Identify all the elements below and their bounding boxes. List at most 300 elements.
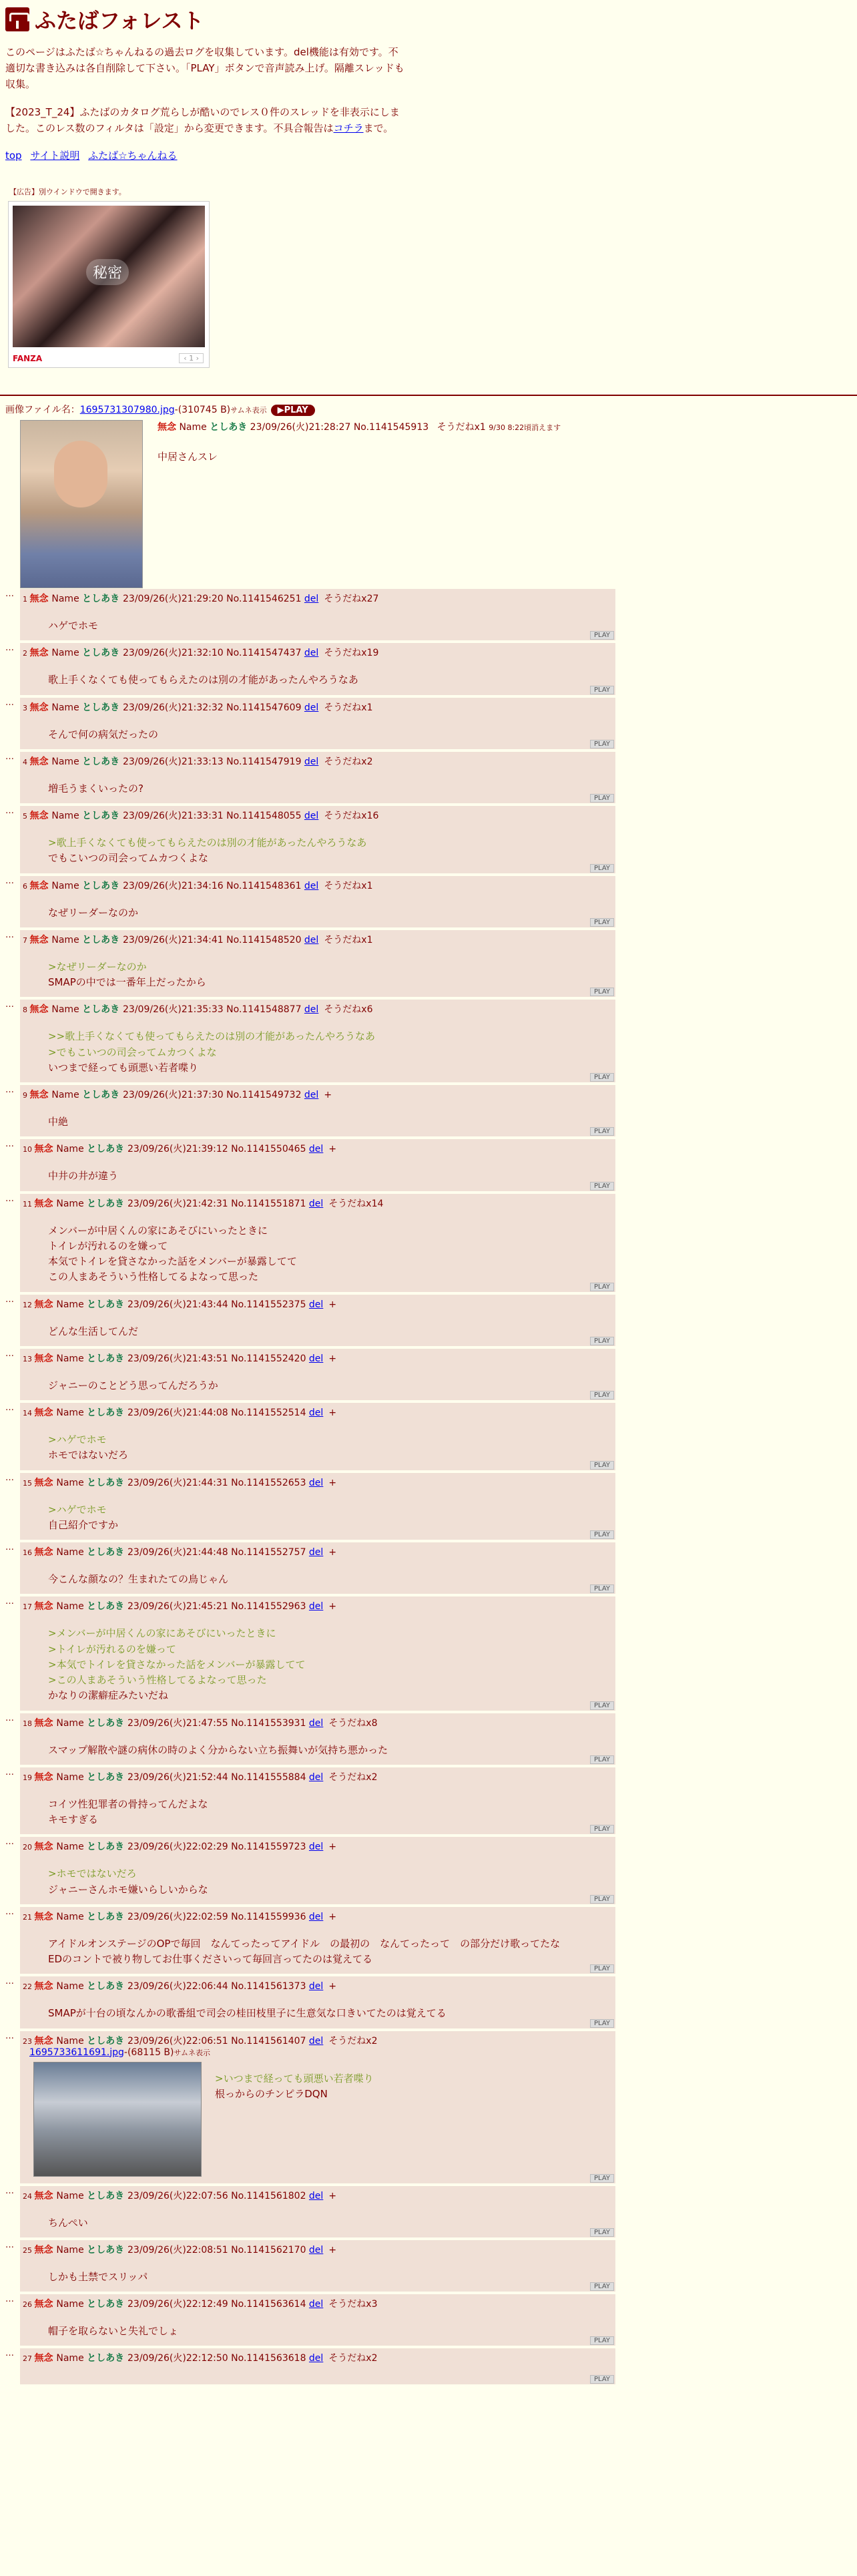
reply <box>0 698 857 749</box>
reply-number[interactable]: No.1141548520 <box>226 934 304 945</box>
reply-number[interactable]: No.1141559936 <box>231 1911 309 1922</box>
del-button[interactable]: del <box>304 702 319 713</box>
op-sodane[interactable]: そうだねx1 <box>437 422 486 433</box>
reply-menu-icon[interactable]: … <box>5 1139 14 1150</box>
reply-header <box>20 755 615 768</box>
top-link[interactable]: top <box>5 150 22 162</box>
play-button[interactable]: PLAY <box>590 740 614 748</box>
del-button[interactable]: del <box>308 1981 324 1992</box>
reply-menu-icon[interactable]: … <box>5 1767 14 1777</box>
reply-name-label: Name <box>51 756 83 767</box>
reply-number[interactable]: No.1141547609 <box>226 702 304 713</box>
reply-index: 12 <box>23 1300 35 1309</box>
intro <box>5 44 406 136</box>
sodane-button[interactable]: + <box>328 2190 337 2201</box>
reply-number[interactable]: No.1141548055 <box>226 811 304 821</box>
reply-subject: 無念 <box>34 1408 57 1418</box>
sodane-button[interactable]: そうだねx2 <box>328 2353 378 2364</box>
sodane-button[interactable]: そうだねx2 <box>328 1771 378 1783</box>
reply-name-label: Name <box>56 1981 87 1992</box>
reply-text <box>48 618 615 634</box>
reply-cell <box>20 752 615 803</box>
text-line: 中絶 <box>48 1116 69 1128</box>
play-button[interactable]: PLAY <box>590 1182 614 1191</box>
del-button[interactable]: del <box>304 934 319 945</box>
reply <box>0 2240 857 2292</box>
reply-name: としあき <box>87 2244 128 2256</box>
sodane-button[interactable]: + <box>328 1842 337 1853</box>
del-button[interactable]: del <box>308 2244 324 2256</box>
reply-date: 23/09/26(火)21:34:16 <box>123 880 227 891</box>
del-button[interactable]: del <box>304 594 319 604</box>
sodane-button[interactable]: そうだねx27 <box>324 594 379 604</box>
sodane-button[interactable]: + <box>328 1911 337 1922</box>
reply-date: 23/09/26(火)22:07:56 <box>127 2190 232 2201</box>
reply-name-label: Name <box>56 1601 87 1613</box>
reply-cell <box>20 1403 615 1470</box>
ad-note: 【広告】別ウインドウで開きます。 <box>9 188 126 196</box>
op-file-link[interactable]: 1695731307980.jpg <box>79 405 175 415</box>
reply-menu-icon[interactable]: … <box>5 2294 14 2304</box>
reply-cell <box>20 698 615 749</box>
text-line: 根っからのチンピラDQN <box>215 2087 328 2100</box>
reply-menu-icon[interactable]: … <box>5 1000 14 1010</box>
reply-name: としあき <box>87 1771 128 1783</box>
reply-text <box>48 1797 615 1828</box>
reply-header <box>20 809 615 822</box>
reply-menu-icon[interactable]: … <box>5 697 14 708</box>
del-button[interactable]: del <box>304 756 319 767</box>
reply-menu-icon[interactable]: … <box>5 1713 14 1723</box>
del-button[interactable]: del <box>304 880 319 891</box>
reply-name-label: Name <box>56 2190 87 2201</box>
reply-index: 7 <box>23 935 30 945</box>
quote-line: >トイレが汚れるのを嫌って <box>48 1643 176 1655</box>
reply-name: としあき <box>87 2299 128 2310</box>
reply-cell <box>20 589 615 640</box>
reply-number[interactable]: No.1141555884 <box>231 1771 309 1783</box>
sodane-button[interactable]: そうだねx2 <box>324 756 373 767</box>
reply-name: としあき <box>82 594 123 604</box>
text-line: ジャニーのことどう思ってんだろうか <box>48 1379 218 1391</box>
reply-number[interactable]: No.1141553931 <box>231 1717 309 1729</box>
reply-name-label: Name <box>51 811 83 821</box>
sodane-button[interactable]: そうだねx16 <box>324 811 379 821</box>
play-button[interactable]: PLAY <box>590 1283 614 1291</box>
reply-menu-icon[interactable]: … <box>5 2030 14 2041</box>
sodane-button[interactable]: そうだねx19 <box>324 648 379 659</box>
reply-index: 23 <box>23 2036 35 2046</box>
reply-number[interactable]: No.1141547919 <box>226 756 304 767</box>
reply-date: 23/09/26(火)21:43:51 <box>127 1353 232 1364</box>
play-button[interactable]: PLAY <box>590 2228 614 2237</box>
reply <box>0 1349 857 1400</box>
reply-index: 3 <box>23 703 30 712</box>
sodane-button[interactable]: + <box>328 1299 337 1310</box>
reply-text <box>48 781 615 797</box>
play-button[interactable]: PLAY <box>590 1755 614 1764</box>
text-line: ちんぺい <box>48 2216 88 2229</box>
reply-name: としあき <box>87 1911 128 1922</box>
site-logo-icon[interactable] <box>5 7 29 31</box>
reply-number[interactable]: No.1141548877 <box>226 1004 304 1016</box>
sodane-button[interactable]: そうだねx1 <box>324 702 373 713</box>
reply-index: 11 <box>23 1199 35 1209</box>
reply-number[interactable]: No.1141561407 <box>231 2035 309 2047</box>
site-info-link[interactable]: サイト説明 <box>30 150 80 162</box>
reply-menu-icon[interactable]: … <box>5 589 14 599</box>
text-line: そんで何の病気だったの <box>48 728 159 740</box>
sodane-button[interactable]: + <box>328 1408 337 1418</box>
play-button[interactable]: PLAY <box>590 864 614 873</box>
reply-name-label: Name <box>51 1090 83 1100</box>
reply-header <box>20 1840 615 1853</box>
reply-date: 23/09/26(火)21:35:33 <box>123 1004 227 1016</box>
reply-menu-icon[interactable]: … <box>5 875 14 886</box>
play-button[interactable]: PLAY <box>590 2019 614 2028</box>
reply-number[interactable]: No.1141561373 <box>231 1981 309 1992</box>
reply-number[interactable]: No.1141546251 <box>226 594 304 604</box>
sodane-button[interactable]: そうだねx8 <box>328 1717 378 1729</box>
quote-line: >でもこいつの司会ってムカつくよな <box>48 1046 217 1058</box>
reply-cell <box>20 876 615 927</box>
reply-subject: 無念 <box>29 1090 52 1100</box>
del-button[interactable]: del <box>308 1717 324 1729</box>
reply <box>0 806 857 873</box>
play-button[interactable]: PLAY <box>590 631 614 640</box>
reply-date: 23/09/26(火)21:44:48 <box>127 1547 232 1558</box>
op-post <box>20 420 857 588</box>
text-line: ハゲでホモ <box>48 620 99 632</box>
del-button[interactable]: del <box>308 1477 324 1488</box>
reply-file-link[interactable]: 1695733611691.jpg <box>29 2047 124 2058</box>
sodane-button[interactable]: + <box>328 1353 337 1364</box>
play-button[interactable]: PLAY <box>590 794 614 803</box>
del-button[interactable]: del <box>304 1004 319 1016</box>
quote-line: >メンバーが中居くんの家にあそびにいったときに <box>48 1627 276 1640</box>
play-button[interactable]: PLAY <box>590 1127 614 1136</box>
reply-name-label: Name <box>56 1842 87 1853</box>
play-button[interactable]: PLAY <box>590 686 614 694</box>
reply <box>0 876 857 927</box>
text-line: なぜリーダーなのか <box>48 906 139 919</box>
text-line: いつまで経っても頭悪い若者喋り <box>48 1061 199 1074</box>
reply-index: 13 <box>23 1354 35 1363</box>
reply-subject: 無念 <box>34 1144 57 1155</box>
del-button[interactable]: del <box>308 1408 324 1418</box>
site-title: ふたばフォレスト <box>35 8 204 33</box>
op-file-info: 画像ファイル名：1695731307980.jpg-(310745 B)サムネ表示 ▶PLAY <box>5 403 852 416</box>
report-link[interactable]: コチラ <box>333 122 364 134</box>
reply <box>0 1473 857 1540</box>
reply-subject: 無念 <box>29 811 52 821</box>
play-button[interactable]: PLAY <box>590 1073 614 1082</box>
reply-cell <box>20 930 615 998</box>
text-line: SMAPが十台の頃なんかの歌番組で司会の桂田枝里子に生意気な口きいてたのは覚えてる <box>48 2007 447 2020</box>
reply-list <box>0 589 857 2387</box>
del-button[interactable]: del <box>308 1353 324 1364</box>
reply-menu-icon[interactable]: … <box>5 2239 14 2250</box>
reply-name: としあき <box>87 1717 128 1729</box>
reply-cell <box>20 1542 615 1594</box>
reply-header <box>20 700 615 714</box>
reply-name-label: Name <box>56 1771 87 1783</box>
del-button[interactable]: del <box>308 1144 324 1155</box>
play-button[interactable]: PLAY <box>590 1701 614 1710</box>
text-line: 中井の井が違う <box>48 1170 119 1183</box>
del-button[interactable]: del <box>308 1601 324 1613</box>
reply-date: 23/09/26(火)21:37:30 <box>123 1090 227 1100</box>
reply <box>0 643 857 694</box>
futaba-link[interactable]: ふたば☆ちゃんねる <box>88 150 178 162</box>
reply-index: 6 <box>23 881 30 891</box>
reply-menu-icon[interactable]: … <box>5 806 14 816</box>
play-button[interactable]: PLAY <box>590 1584 614 1593</box>
reply <box>0 1767 857 1835</box>
sodane-button[interactable]: そうだねx1 <box>324 934 373 945</box>
reply-number[interactable]: No.1141552375 <box>231 1299 309 1310</box>
reply-subject: 無念 <box>34 1601 57 1613</box>
sodane-button[interactable]: そうだねx2 <box>328 2035 378 2047</box>
del-button[interactable]: del <box>308 1299 324 1310</box>
text-line: でもこいつの司会ってムカつくよな <box>48 852 209 865</box>
reply-name-label: Name <box>56 1299 87 1310</box>
ad-banner[interactable] <box>8 201 210 368</box>
play-button[interactable]: PLAY <box>590 2282 614 2291</box>
reply-index: 9 <box>23 1091 30 1100</box>
del-button[interactable]: del <box>308 1198 324 1209</box>
reply-text <box>48 672 615 688</box>
reply-number[interactable]: No.1141552757 <box>231 1547 309 1558</box>
sodane-button[interactable]: + <box>328 2244 337 2256</box>
reply-cell <box>20 1139 615 1191</box>
reply <box>0 1596 857 1710</box>
reply-number[interactable]: No.1141550465 <box>231 1144 309 1155</box>
op-play-button[interactable]: ▶PLAY <box>271 405 315 416</box>
del-button[interactable]: del <box>308 1547 324 1558</box>
play-button[interactable]: PLAY <box>590 2336 614 2345</box>
reply-number[interactable]: No.1141563614 <box>231 2299 309 2310</box>
sodane-button[interactable]: + <box>328 1477 337 1488</box>
reply-index: 4 <box>23 757 30 767</box>
reply-name-label: Name <box>56 2353 87 2364</box>
reply-header <box>20 2297 615 2310</box>
reply-header <box>20 2034 615 2047</box>
play-button[interactable]: PLAY <box>590 1825 614 1834</box>
ad-brand: FANZA <box>13 354 43 363</box>
reply-cell <box>20 2240 615 2292</box>
reply <box>0 1000 857 1082</box>
reply-cell <box>20 1976 615 2028</box>
reply-menu-icon[interactable]: … <box>5 1403 14 1413</box>
del-button[interactable]: del <box>308 2190 324 2201</box>
sodane-button[interactable]: + <box>328 1981 337 1992</box>
sodane-button[interactable]: + <box>328 1547 337 1558</box>
reply-index: 19 <box>23 1773 35 1782</box>
text-line: ホモではないだろ <box>48 1449 129 1462</box>
del-button[interactable]: del <box>304 648 319 659</box>
reply-date: 23/09/26(火)21:44:08 <box>127 1408 232 1418</box>
reply-file-meta: -(68115 B) <box>123 2047 174 2058</box>
reply-subject: 無念 <box>34 1477 57 1488</box>
reply <box>0 1713 857 1765</box>
reply-name-label: Name <box>51 648 83 659</box>
reply-index: 21 <box>23 1912 35 1922</box>
reply-menu-icon[interactable]: … <box>5 1472 14 1483</box>
reply-header <box>20 1406 615 1419</box>
reply-index: 25 <box>23 2245 35 2255</box>
reply <box>0 1403 857 1470</box>
text-line: EDのコントで被り物してお仕事くださいって毎回言ってたのは覚えてる <box>48 1953 373 1965</box>
ad-nav[interactable]: ‹ 1 › <box>179 353 204 363</box>
play-button[interactable]: PLAY <box>590 918 614 927</box>
reply-number[interactable]: No.1141549732 <box>226 1090 304 1100</box>
reply-header <box>20 933 615 946</box>
sodane-button[interactable]: そうだねx3 <box>328 2299 378 2310</box>
reply-date: 23/09/26(火)21:29:20 <box>123 594 227 604</box>
text-line: 増毛うまくいったの? <box>48 782 144 795</box>
reply-menu-icon[interactable]: … <box>5 1348 14 1359</box>
text-line: キモすぎる <box>48 1813 99 1826</box>
reply-menu-icon[interactable]: … <box>5 1596 14 1607</box>
sodane-button[interactable]: そうだねx1 <box>324 880 373 891</box>
reply-menu-icon[interactable]: … <box>5 2348 14 2359</box>
play-button[interactable]: PLAY <box>590 1391 614 1400</box>
sodane-button[interactable]: そうだねx14 <box>328 1198 384 1209</box>
reply-text <box>48 2270 615 2285</box>
reply-name-label: Name <box>56 1408 87 1418</box>
reply-subject: 無念 <box>34 1842 57 1853</box>
reply-number[interactable]: No.1141552420 <box>231 1353 309 1364</box>
reply-name: としあき <box>87 1353 128 1364</box>
quote-line: >>歌上手くなくても使ってもらえたのは別の才能があったんやろうなあ <box>48 1030 375 1043</box>
play-button[interactable]: PLAY <box>590 1530 614 1539</box>
reply-date: 23/09/26(火)21:33:13 <box>123 756 227 767</box>
reply-index: 20 <box>23 1843 35 1852</box>
del-button[interactable]: del <box>308 2035 324 2047</box>
reply-menu-icon[interactable]: … <box>5 1193 14 1204</box>
reply-menu-icon[interactable]: … <box>5 643 14 654</box>
play-button[interactable]: PLAY <box>590 1461 614 1470</box>
reply-thumbnail[interactable] <box>33 2062 202 2177</box>
reply-number[interactable]: No.1141551871 <box>231 1198 309 1209</box>
reply-text <box>48 1029 615 1076</box>
thumb-note: サムネ表示 <box>230 406 267 415</box>
play-button[interactable]: PLAY <box>590 2174 614 2183</box>
reply-index: 8 <box>23 1006 30 1015</box>
text-line: かなりの潔癖症みたいだね <box>48 1689 169 1702</box>
text-line: 帽子を取らないと失礼でしょ <box>48 2325 179 2337</box>
reply-subject: 無念 <box>29 756 52 767</box>
play-button[interactable]: PLAY <box>590 1895 614 1904</box>
reply-date: 23/09/26(火)22:12:49 <box>127 2299 232 2310</box>
reply-subject: 無念 <box>34 1547 57 1558</box>
reply-cell <box>20 1907 615 1974</box>
del-button[interactable]: del <box>308 1842 324 1853</box>
thumb-note: サムネ表示 <box>174 2048 210 2057</box>
sodane-button[interactable]: + <box>324 1090 332 1100</box>
del-button[interactable]: del <box>304 811 319 821</box>
nav-links <box>5 148 852 162</box>
reply-name: としあき <box>87 1144 128 1155</box>
reply-name: としあき <box>87 1408 128 1418</box>
reply-menu-icon[interactable]: … <box>5 1085 14 1095</box>
reply-menu-icon[interactable]: … <box>5 929 14 940</box>
reply-menu-icon[interactable]: … <box>5 1837 14 1848</box>
reply-header <box>20 879 615 892</box>
reply-menu-icon[interactable]: … <box>5 751 14 762</box>
reply-name: としあき <box>87 1842 128 1853</box>
reply-menu-icon[interactable]: … <box>5 1542 14 1552</box>
play-button[interactable]: PLAY <box>590 1337 614 1345</box>
ad-image[interactable] <box>13 206 205 347</box>
reply-name-label: Name <box>56 2035 87 2047</box>
reply-menu-icon[interactable]: … <box>5 2185 14 2196</box>
text-line: コイツ性犯罪者の骨持ってんだよな <box>48 1797 208 1810</box>
sodane-button[interactable]: + <box>328 1601 337 1613</box>
reply-menu-icon[interactable]: … <box>5 1294 14 1305</box>
reply <box>0 752 857 803</box>
reply-name-label: Name <box>56 1547 87 1558</box>
reply-subject: 無念 <box>34 1198 57 1209</box>
divider <box>0 395 857 396</box>
sodane-button[interactable]: そうだねx6 <box>324 1004 373 1016</box>
reply-date: 23/09/26(火)21:32:10 <box>123 648 227 659</box>
reply-name: としあき <box>87 2353 128 2364</box>
reply-cell <box>20 643 615 694</box>
reply-number[interactable]: No.1141552963 <box>231 1601 309 1613</box>
reply-header <box>20 2351 615 2364</box>
sodane-button[interactable]: + <box>328 1144 337 1155</box>
reply-name: としあき <box>82 756 123 767</box>
reply-number[interactable]: No.1141552653 <box>231 1477 309 1488</box>
reply-number[interactable]: No.1141563618 <box>231 2353 309 2364</box>
reply-number[interactable]: No.1141562170 <box>231 2244 309 2256</box>
reply-text <box>48 959 615 991</box>
del-button[interactable]: del <box>304 1090 319 1100</box>
reply-header <box>20 1979 615 1992</box>
del-button[interactable]: del <box>308 1771 324 1783</box>
op-thumbnail[interactable] <box>20 420 143 588</box>
reply-index: 16 <box>23 1548 35 1557</box>
text-line: メンバーが中居くんの家にあそびにいったときに <box>48 1224 268 1237</box>
reply-date: 23/09/26(火)22:02:29 <box>127 1842 232 1853</box>
play-button[interactable]: PLAY <box>590 1964 614 1973</box>
reply-number[interactable]: No.1141561802 <box>231 2190 309 2201</box>
reply-menu-icon[interactable]: … <box>5 1906 14 1917</box>
reply-header <box>20 1716 615 1729</box>
reply-number[interactable]: No.1141559723 <box>231 1842 309 1853</box>
reply-number[interactable]: No.1141548361 <box>226 880 304 891</box>
play-button[interactable]: PLAY <box>590 988 614 996</box>
reply-index: 5 <box>23 812 30 821</box>
reply-number[interactable]: No.1141547437 <box>226 648 304 659</box>
text-line: 歌上手くなくても使ってもらえたのは別の才能があったんやろうなあ <box>48 674 358 686</box>
reply-number[interactable]: No.1141552514 <box>231 1408 309 1418</box>
reply <box>0 2294 857 2346</box>
del-button[interactable]: del <box>308 1911 324 1922</box>
reply-cell <box>20 1085 615 1136</box>
del-button[interactable]: del <box>308 2299 324 2310</box>
reply-date: 23/09/26(火)21:45:21 <box>127 1601 232 1613</box>
reply-menu-icon[interactable]: … <box>5 1976 14 1987</box>
del-button[interactable]: del <box>308 2353 324 2364</box>
play-button[interactable]: PLAY <box>590 2375 614 2384</box>
reply-name: としあき <box>82 1090 123 1100</box>
reply-text <box>48 727 615 742</box>
text-line: 本気でトイレを貸さなかった話をメンバーが暴露してて <box>48 1255 297 1267</box>
reply-header <box>20 1599 615 1613</box>
